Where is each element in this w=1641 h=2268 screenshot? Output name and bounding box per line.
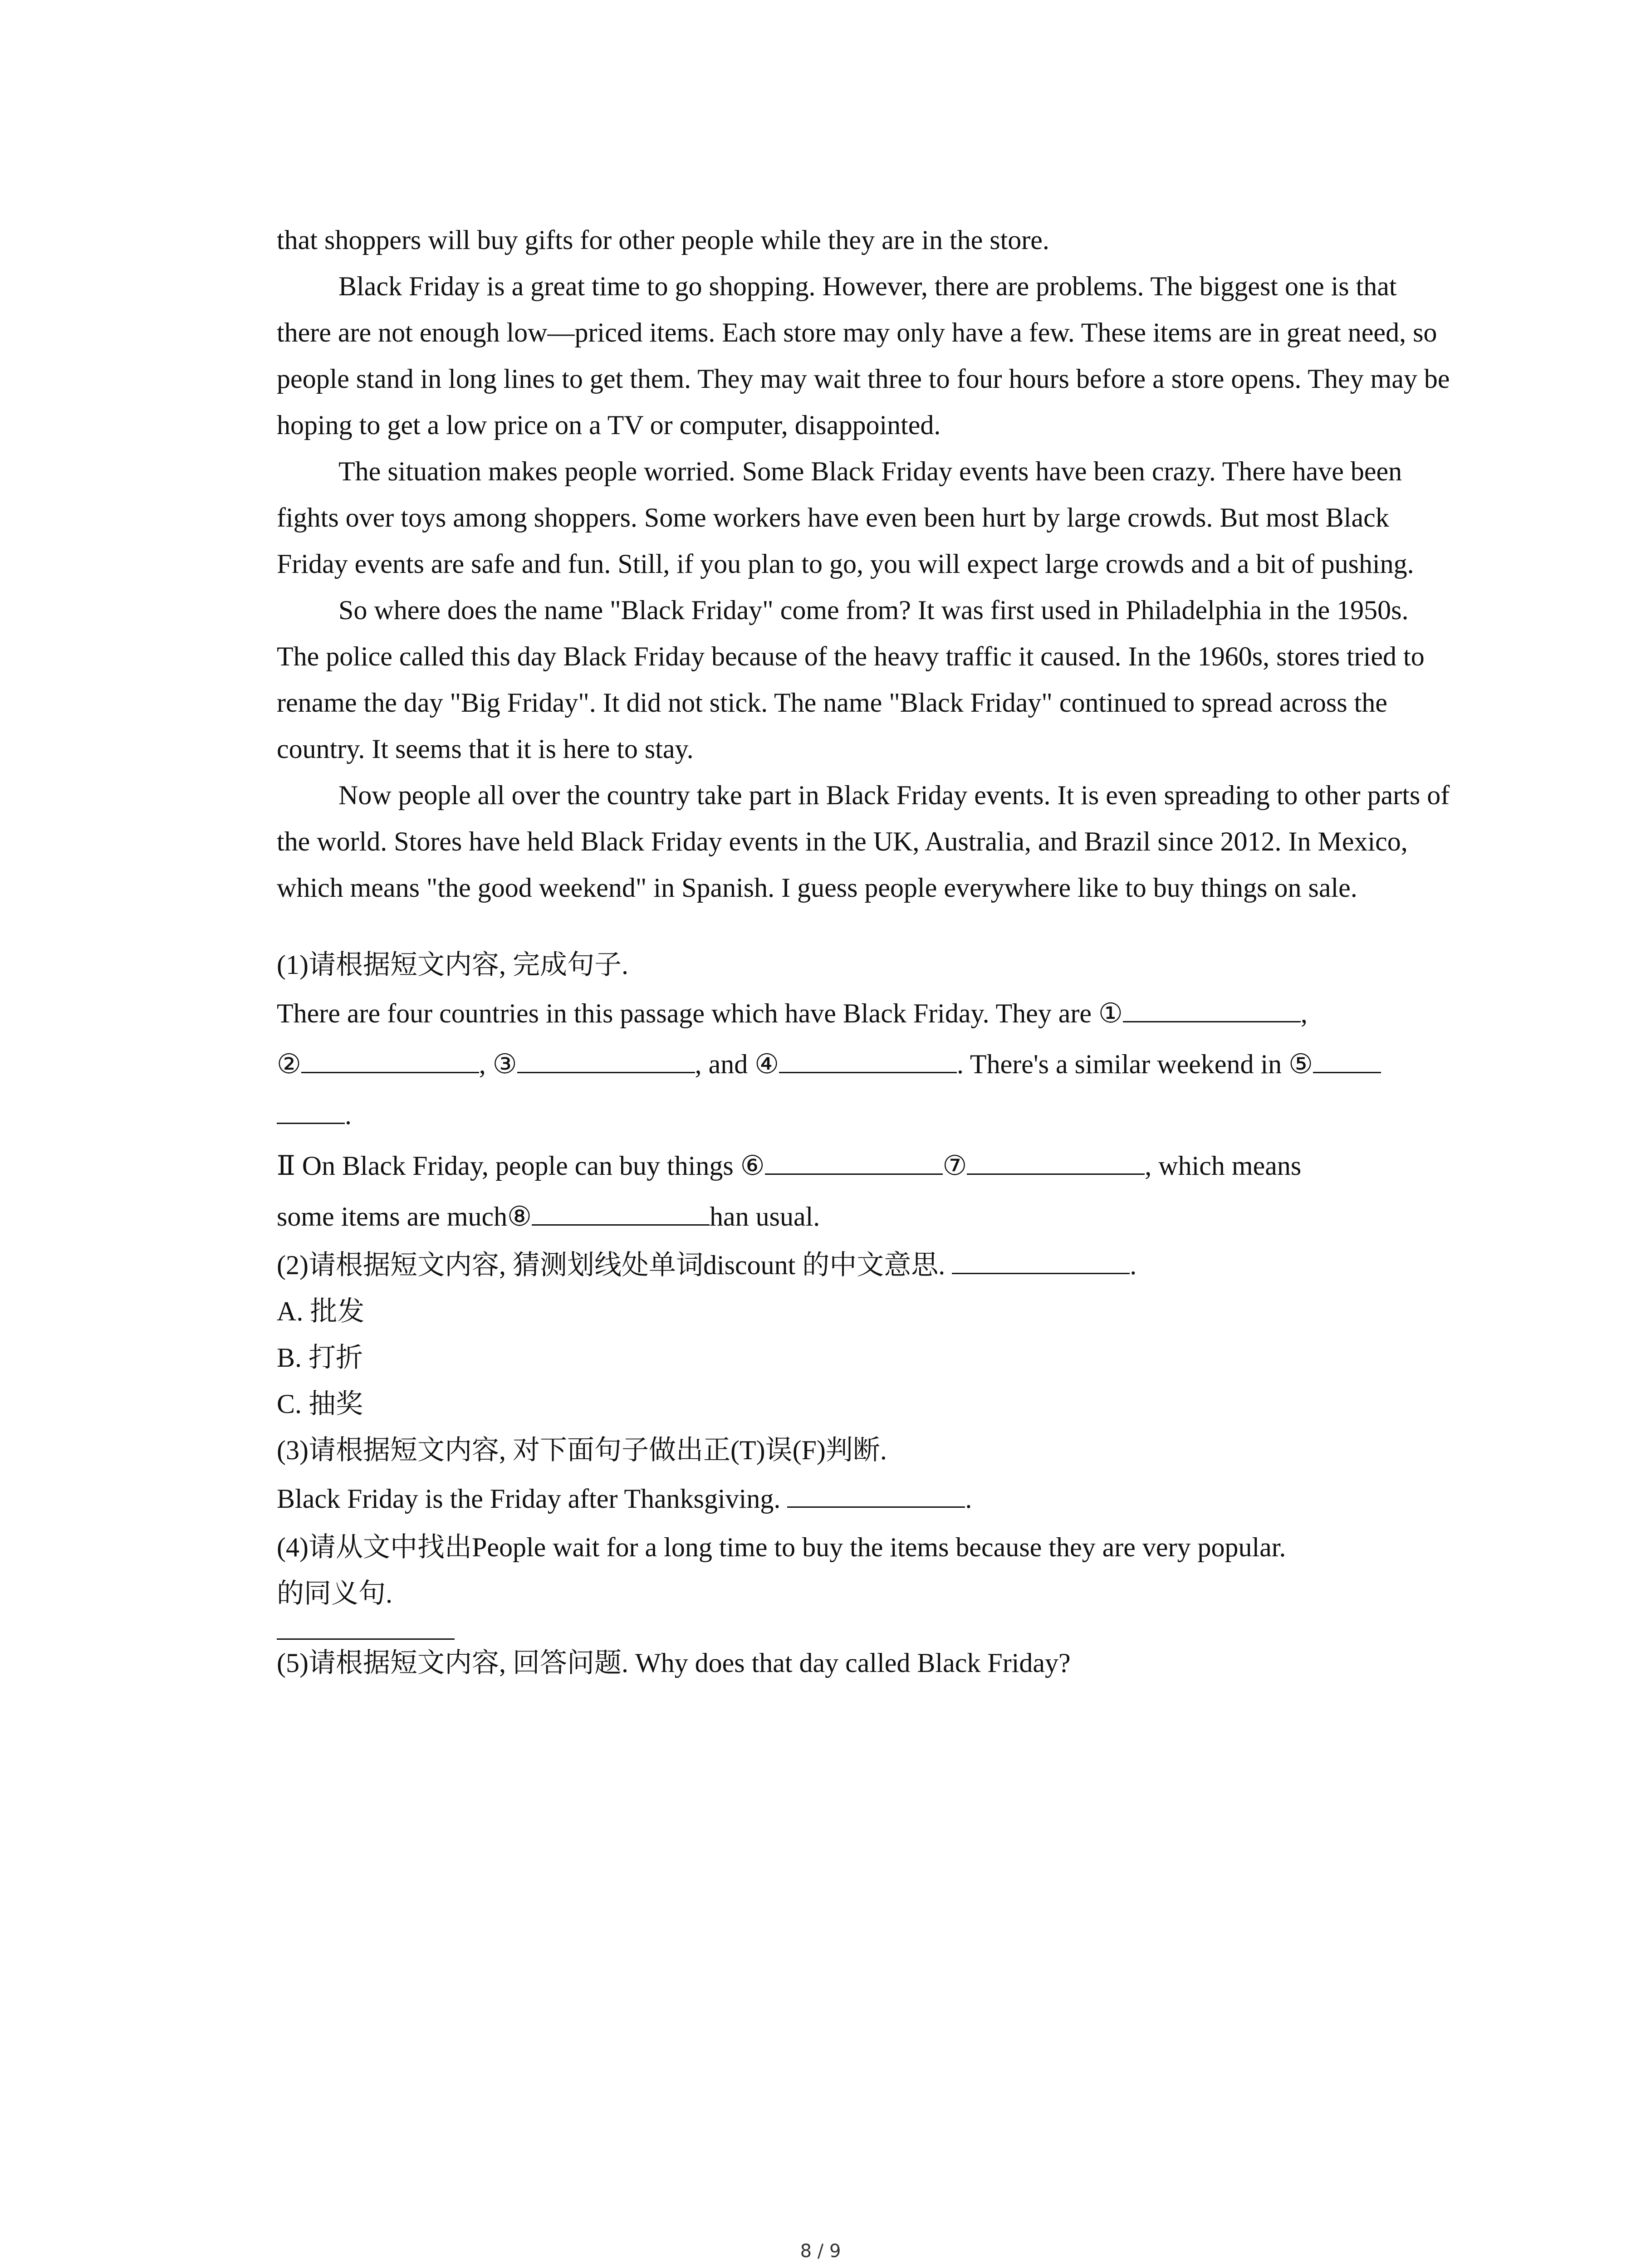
blank-number-2: ② <box>277 1049 301 1079</box>
section-gap <box>277 911 1456 942</box>
question-1-text: some items are much⑧ <box>277 1202 532 1232</box>
question-1-line-a3 <box>277 1090 1456 1140</box>
question-1-line-a1 <box>277 988 1456 1039</box>
passage-paragraph-0: that shoppers will buy gifts for other people while they are in the store. <box>277 225 1049 255</box>
punctuation: , <box>1300 998 1308 1028</box>
answer-blank-4[interactable] <box>779 1045 957 1073</box>
answer-blank-5-start[interactable] <box>1313 1045 1381 1073</box>
question-1-line-b2 <box>277 1191 1456 1242</box>
answer-blank-8[interactable] <box>532 1197 710 1226</box>
question-5-title: (5)请根据短文内容, 回答问题. Why does that day called Black Friday? <box>277 1648 1071 1678</box>
answer-blank-7[interactable] <box>967 1146 1145 1175</box>
question-1-line-a2 <box>277 1039 1456 1090</box>
question-1-text: There are four countries in this passage which have Black Friday. They are ① <box>277 998 1123 1028</box>
question-1-text: Ⅱ On Black Friday, people can buy things ⑥ <box>277 1151 765 1181</box>
question-4-title-cont: 的同义句. <box>277 1579 392 1608</box>
passage-paragraph-2: The situation makes people worried. Some Black Friday events have been crazy. There have been fights over toys among shoppers. Some workers have even been hurt by large crowds. But most Black Friday events are safe and fun. Still, if you plan to go, you will expect large crowds and a bit of pushing. <box>277 456 1414 579</box>
question-1-text: han usual. <box>709 1202 820 1232</box>
punctuation: . <box>1130 1250 1137 1280</box>
question-2-option-b[interactable]: B. 打折 <box>277 1343 363 1373</box>
question-3-title: (3)请根据短文内容, 对下面句子做出正(T)误(F)判断. <box>277 1435 887 1465</box>
answer-blank-3[interactable] <box>517 1045 695 1073</box>
passage-paragraph-3: So where does the name "Black Friday" come from? It was first used in Philadelphia in the 1950s. The police called this day Black Friday because of the heavy traffic it caused. In the 1960s, stores tried to rename the day "Big Friday". It did not stick. The name "Black Friday" continued to spread across the country. It seems that it is here to stay. <box>277 595 1425 764</box>
question-1-text: , and ④ <box>695 1049 779 1079</box>
answer-blank-1[interactable] <box>1123 994 1301 1022</box>
question-1-text: , ③ <box>479 1049 517 1079</box>
question-3-statement-line <box>277 1473 1456 1524</box>
content-column <box>277 217 1456 1686</box>
answer-blank-5-end[interactable] <box>277 1095 345 1124</box>
answer-blank-q4[interactable] <box>277 1617 455 1640</box>
answer-blank-q2[interactable] <box>952 1246 1130 1274</box>
punctuation: . <box>345 1100 352 1130</box>
answer-blank-q3[interactable] <box>787 1479 965 1508</box>
question-2-title: (2)请根据短文内容, 猜测划线处单词discount 的中文意思. <box>277 1250 945 1280</box>
answer-blank-6[interactable] <box>765 1146 943 1175</box>
question-3-statement: Black Friday is the Friday after Thanksgiving. <box>277 1484 781 1514</box>
question-1-text: . There's a similar weekend in ⑤ <box>957 1049 1313 1079</box>
page-number: 8 / 9 <box>800 2241 841 2262</box>
question-2-option-c[interactable]: C. 抽奖 <box>277 1389 363 1419</box>
passage-paragraph-1: Black Friday is a great time to go shopping. However, there are problems. The biggest one is that there are not enough low—priced items. Each store may only have a few. These items are in great need, so people stand in long lines to get them. They may wait three to four hours before a store opens. They may be hoping to get a low price on a TV or computer, disappointed. <box>277 271 1450 440</box>
question-2-option-a[interactable]: A. 批发 <box>277 1296 365 1326</box>
passage-paragraph-4: Now people all over the country take part in Black Friday events. It is even spreading to other parts of the world. Stores have held Black Friday events in the UK, Australia, and Brazil since 2012. In Mexico, which means "the good weekend" in Spanish. I guess people everywhere like to buy things on sale. <box>277 780 1450 903</box>
question-1-title: (1)请根据短文内容, 完成句子. <box>277 950 628 980</box>
question-2-title-line <box>277 1242 1456 1288</box>
question-1-text: , which means <box>1145 1151 1302 1181</box>
question-4-title: (4)请从文中找出People wait for a long time to buy the items because they are very popular. <box>277 1532 1286 1562</box>
punctuation: . <box>965 1484 972 1514</box>
question-1-line-b1 <box>277 1140 1456 1191</box>
answer-blank-2[interactable] <box>301 1045 479 1073</box>
blank-number-7: ⑦ <box>942 1151 967 1181</box>
